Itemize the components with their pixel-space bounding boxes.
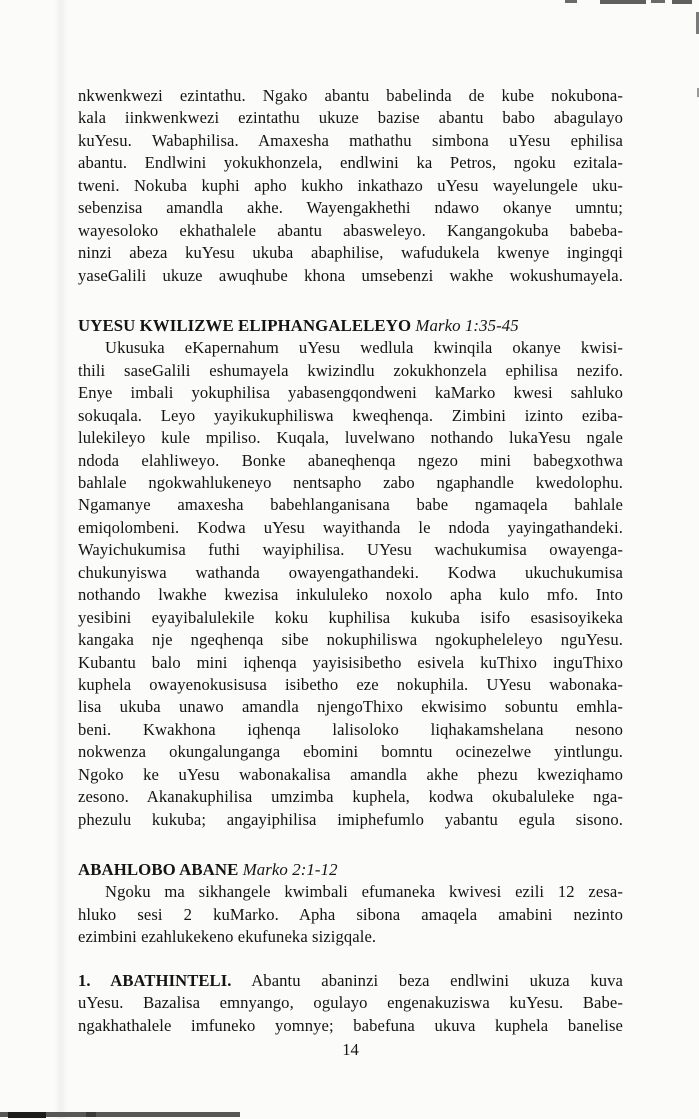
body-text: hluko sesi 2 kuMarko. Apha sibona amaqela amabini nezinto	[78, 904, 623, 924]
text-line	[78, 360, 623, 382]
body-text: Ngoko ke uYesu wabonakalisa amandla akhe phezu kweziqhamo	[78, 764, 623, 784]
text-line	[78, 970, 623, 992]
body-text: lisa ukuba unawo amandla njengoThixo ekwisimo sobuntu emhla-	[78, 697, 623, 717]
scan-artifact-bottom-bar-dark	[8, 1112, 46, 1118]
text-line	[78, 494, 623, 516]
body-text: zesono. Akanakuphilisa umzimba kuphela, kodwa okubaluleke nga-	[78, 787, 623, 807]
paragraph	[78, 337, 623, 831]
text-line	[78, 242, 623, 264]
body-text: Ngoku ma sikhangele kwimbali efumaneka kwivesi ezili 12 zesa-	[105, 882, 623, 902]
body-text: tweni. Nokuba kuphi apho kukho inkathazo uYesu wayelungele uku-	[78, 175, 623, 195]
body-text: Wayichukumisa futhi wayiphilisa. UYesu wachukumisa owayenga-	[78, 540, 623, 560]
text-line	[78, 764, 623, 786]
text-line	[78, 607, 623, 629]
body-text: ngakhathalele imfuneko yomnye; babefuna ukuva kuphela banelise	[78, 1015, 623, 1035]
body-text: yaseGalili ukuze awuqhube khona umsebenzi wakhe wokushumayela.	[78, 265, 623, 285]
scan-artifact-top-dash	[651, 0, 665, 3]
text-line	[78, 1015, 623, 1037]
text-line	[78, 405, 623, 427]
body-text: bahlale ngokwahlukeneyo nentsapho zabo ngaphandle kwedolophu.	[78, 473, 623, 492]
scan-artifact-top-dash	[672, 0, 692, 4]
section-heading	[78, 859, 623, 881]
text-line	[78, 809, 623, 831]
body-text: kuphela owayenokusisusa isibetho eze nokuphila. UYesu wabonaka-	[78, 674, 623, 694]
text-line	[78, 584, 623, 606]
body-text: chukunyiswa wathanda owayengathandeki. Kodwa ukuchukumisa	[78, 562, 623, 582]
body-text: abantu. Endlwini yokukhonzela, endlwini ka Petros, ngoku ezitala-	[78, 153, 623, 173]
text-line	[78, 427, 623, 449]
text-column	[78, 85, 623, 1037]
text-line	[78, 517, 623, 539]
body-text: thili saseGalili eshumayela kwizindlu zokukhonzela ephilisa nezifo.	[78, 360, 623, 380]
text-line	[78, 220, 623, 242]
body-text: nkwenkwezi ezintathu. Ngako abantu babelinda de kube nokubona-	[78, 86, 623, 105]
body-text: yesibini eyayibalulekile koku kuphilisa kukuba isifo esasisoyikeka	[78, 607, 623, 627]
body-text: ninzi abeza kuYesu ukuba abaphilise, wafudukela kwenye ingingqi	[78, 243, 623, 263]
page-number: 14	[342, 1040, 359, 1059]
body-text: beni. Kwakhona iqhenqa lalisoloko liqhakamshelana nesono	[78, 719, 623, 739]
body-text: Ukusuka eKapernahum uYesu wedlula kwinqila okanye kwisi-	[105, 338, 623, 358]
scan-artifact-bottom-bar	[0, 1112, 240, 1117]
body-text: Kubantu balo mini iqhenqa yayisisibetho esivela kuThixo inguThixo	[78, 652, 623, 672]
text-line	[78, 562, 623, 584]
text-line	[78, 926, 623, 948]
body-text: sebenzisa amandla akhe. Wayengakhethi ndawo okanye umntu;	[78, 198, 623, 218]
heading-line	[78, 859, 623, 881]
bold-text: UYESU KWILIZWE ELIPHANGALELEYO	[78, 315, 416, 335]
body-text: ezimbini ezahlukekeno ekufuneka sizigqale.	[78, 927, 377, 947]
scan-artifact-bottom-bar-blob	[86, 1112, 96, 1117]
scan-artifact-top-dash	[565, 0, 577, 3]
body-text: sokuqala. Leyo yayikukuphiliswa kweqhenqa. Zimbini izinto eziba-	[78, 405, 623, 425]
body-text: kuYesu. Wabaphilisa. Amaxesha mathathu simbona uYesu ephilisa	[78, 130, 623, 150]
heading-line	[78, 315, 623, 337]
body-text: uYesu. Bazalisa emnyango, ogulayo engenakuziswa kuYesu. Babe-	[78, 993, 623, 1013]
section-heading	[78, 315, 623, 337]
text-line	[78, 175, 623, 197]
body-text: lulekileyo kule mpiliso. Kuqala, luvelwano nothando lukaYesu ngale	[78, 428, 623, 448]
text-line	[78, 881, 623, 903]
body-text: phezulu kukuba; angayiphilisa imiphefumlo yabantu egula sisono.	[78, 809, 623, 829]
bold-text: ABAHLOBO ABANE	[78, 860, 243, 879]
text-line	[78, 107, 623, 129]
text-line	[78, 786, 623, 808]
text-line	[78, 904, 623, 926]
scan-shadow-left	[54, 0, 68, 1119]
text-line	[78, 382, 623, 404]
text-line	[78, 674, 623, 696]
text-line	[78, 152, 623, 174]
body-text: emiqolombeni. Kodwa uYesu wayithanda le ndoda yayingathandeki.	[78, 517, 623, 537]
body-text: wayesoloko ekhathalele abantu abasweleyo. Kangangokuba babeba-	[78, 220, 623, 240]
text-line	[78, 265, 623, 287]
text-line	[78, 629, 623, 651]
text-line	[78, 719, 623, 741]
italic-text: Marko 2:1-12	[242, 860, 338, 879]
text-line	[78, 472, 623, 494]
body-text: kangaka nje ngeqhenqa sibe nokuphiliswa ngokupheleleyo nguYesu.	[78, 630, 623, 650]
italic-text: Marko 1:35-45	[415, 315, 519, 335]
text-line	[78, 337, 623, 359]
text-line	[78, 539, 623, 561]
scan-artifact-top-dash	[600, 0, 646, 4]
body-text: ndoda elahliweyo. Bonke abaneqhenqa ngezo mini babegxothwa	[78, 450, 623, 470]
paragraph	[78, 970, 623, 1037]
bold-text: 1. ABATHINTELI.	[78, 970, 232, 990]
body-text: nothando lwakhe kwezisa inkululeko noxolo apha kulo mfo. Into	[78, 585, 623, 605]
body-text: Enye imbali yokuphilisa yabasengqondweni kaMarko kwesi sahluko	[78, 383, 623, 403]
text-line	[78, 85, 623, 107]
text-line	[78, 741, 623, 763]
text-line	[78, 450, 623, 472]
body-text: Abantu abaninzi beza endlwini ukuza kuva	[231, 970, 623, 990]
text-line	[78, 652, 623, 674]
paragraph	[78, 881, 623, 948]
paragraph	[78, 85, 623, 287]
body-text: nokwenza okungalunganga ebomini bomntu ocinezelwe yintlungu.	[78, 742, 623, 762]
text-line	[78, 197, 623, 219]
body-text: Ngamanye amaxesha babehlanganisana babe ngamaqela bahlale	[78, 495, 623, 515]
text-line	[78, 696, 623, 718]
text-line	[78, 130, 623, 152]
body-text: kala iinkwenkwezi ezintathu ukuze bazise abantu babo abagulayo	[78, 108, 623, 128]
text-line	[78, 992, 623, 1014]
